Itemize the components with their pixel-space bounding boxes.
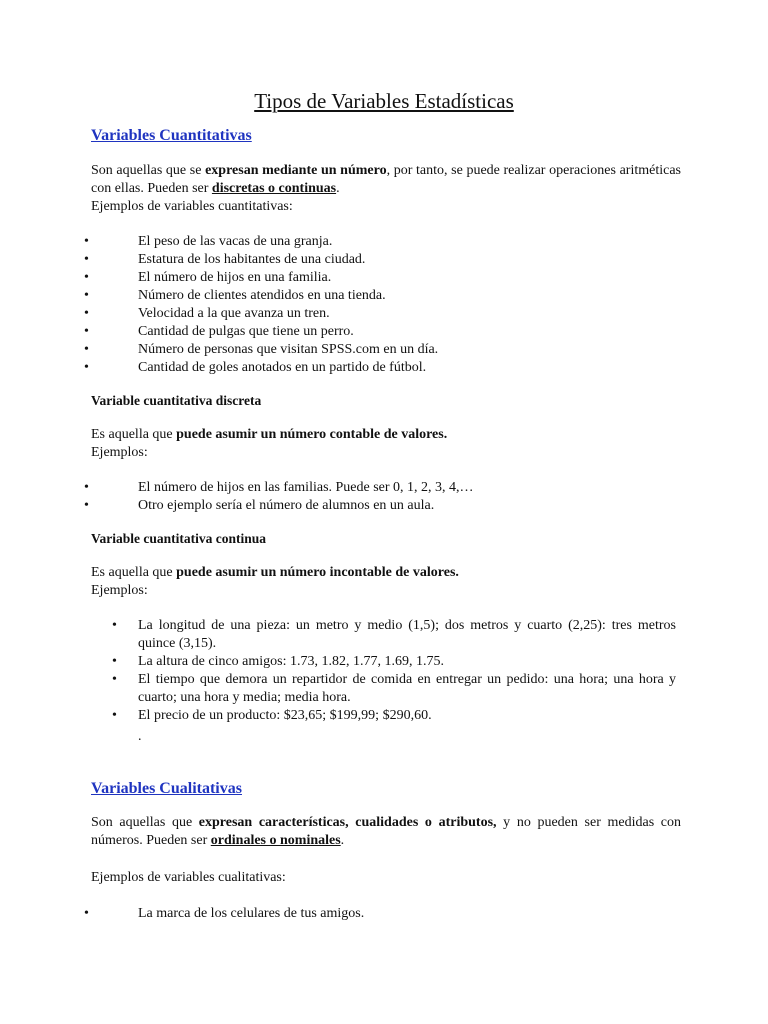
- cualitativas-examples-label: Ejemplos de variables cualitativas:: [91, 870, 286, 885]
- bullet-icon: •: [84, 360, 89, 375]
- bullet-icon: •: [84, 306, 89, 321]
- list-item: • Otro ejemplo sería el número de alumnos en un aula.: [84, 498, 435, 513]
- list-item: • El peso de las vacas de una granja.: [84, 234, 333, 249]
- stray-period: .: [138, 729, 142, 744]
- bullet-icon: •: [84, 270, 89, 285]
- cualitativas-intro: Son aquellas que expresan características, cualidades o atributos, y no pueden ser medidas con números. Pueden ser ordinales o nominales.: [91, 815, 682, 848]
- continua-examples-list: [0, 617, 700, 725]
- bullet-icon: •: [112, 654, 117, 669]
- bullet-icon: •: [112, 672, 117, 687]
- heading-cuantitativas: Variables Cuantitativas: [91, 127, 252, 144]
- list-item: • La altura de cinco amigos: 1.73, 1.82, 1.77, 1.69, 1.75.: [112, 654, 444, 669]
- heading-discreta: Variable cuantitativa discreta: [91, 393, 262, 408]
- bullet-icon: •: [84, 252, 89, 267]
- cualitativas-examples-list: [0, 905, 700, 923]
- list-item: • La marca de los celulares de tus amigos.: [84, 906, 365, 921]
- cuantitativas-intro: Son aquellas que se expresan mediante un número, por tanto, se puede realizar operaciones aritméticas con ellas. Pueden ser discretas o continuas.: [91, 163, 682, 196]
- bullet-icon: •: [84, 324, 89, 339]
- discreta-examples-list: [0, 479, 700, 515]
- list-item: • Número de personas que visitan SPSS.com en un día.: [84, 342, 439, 357]
- bullet-icon: •: [112, 618, 117, 633]
- list-item: • Cantidad de pulgas que tiene un perro.: [84, 324, 354, 339]
- list-item: • Cantidad de goles anotados en un partido de fútbol.: [84, 360, 427, 375]
- bullet-icon: •: [84, 234, 89, 249]
- page-title: Tipos de Variables Estadísticas: [254, 89, 514, 113]
- bullet-icon: •: [84, 480, 89, 495]
- discreta-definition: Es aquella que puede asumir un número contable de valores.: [91, 427, 448, 442]
- list-item: • El número de hijos en una familia.: [84, 270, 332, 285]
- list-item: • La longitud de una pieza: un metro y medio (1,5); dos metros y cuarto (2,25): tres metros quince (3,15).: [112, 618, 676, 651]
- list-item: • El número de hijos en las familias. Puede ser 0, 1, 2, 3, 4,…: [84, 480, 474, 495]
- cuantitativas-examples-label: Ejemplos de variables cuantitativas:: [91, 199, 293, 214]
- heading-continua: Variable cuantitativa continua: [91, 531, 267, 546]
- list-item: • Velocidad a la que avanza un tren.: [84, 306, 330, 321]
- bullet-icon: •: [84, 498, 89, 513]
- list-item: • Estatura de los habitantes de una ciudad.: [84, 252, 366, 267]
- list-item: • El precio de un producto: $23,65; $199,99; $290,60.: [112, 708, 432, 723]
- list-item: • El tiempo que demora un repartidor de comida en entregar un pedido: una hora; una hora y cuarto; una hora y media; media hora.: [112, 672, 676, 705]
- discreta-examples-label: Ejemplos:: [91, 445, 148, 460]
- heading-cualitativas: Variables Cualitativas: [91, 780, 242, 797]
- bullet-icon: •: [84, 342, 89, 357]
- bullet-icon: •: [84, 906, 89, 921]
- continua-examples-label: Ejemplos:: [91, 583, 148, 598]
- cuantitativas-examples-list: [0, 233, 700, 377]
- bullet-icon: •: [84, 288, 89, 303]
- list-item: • Número de clientes atendidos en una tienda.: [84, 288, 386, 303]
- continua-definition: Es aquella que puede asumir un número incontable de valores.: [91, 565, 459, 580]
- bullet-icon: •: [112, 708, 117, 723]
